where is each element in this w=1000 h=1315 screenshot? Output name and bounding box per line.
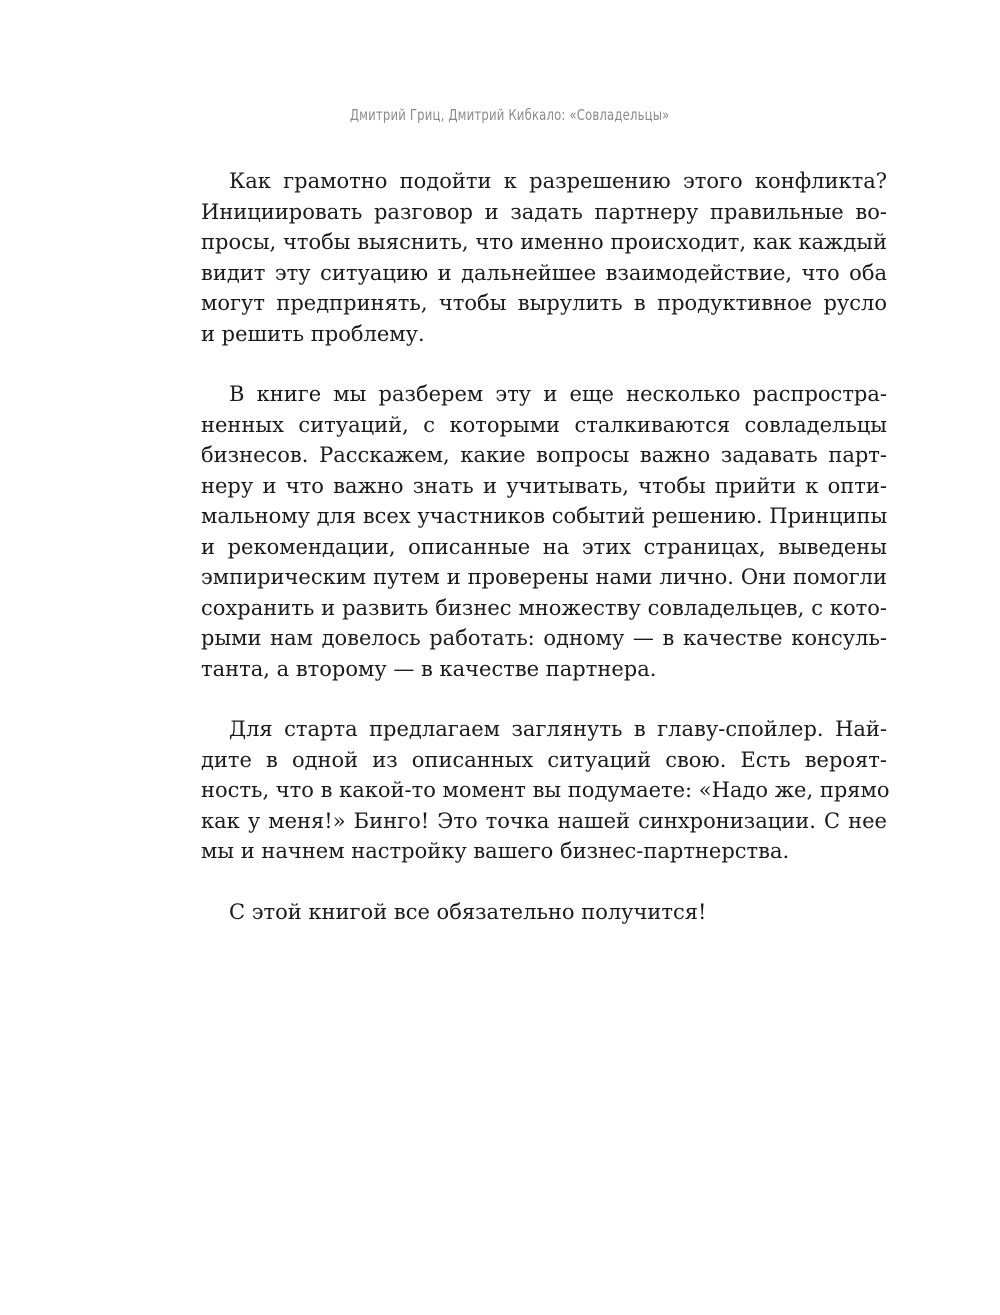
paragraph-3 xyxy=(201,714,890,867)
text-line: ненных ситуаций, с которыми сталкиваются совладельцы xyxy=(201,412,887,437)
body-text xyxy=(201,166,890,957)
text-line: видит эту ситуацию и дальнейшее взаимодействие, что оба xyxy=(201,260,887,285)
text-line: мы и начнем настройку вашего бизнес-партнерства. xyxy=(201,839,790,863)
text-line: просы, чтобы выяснить, что именно происходит, как каждый xyxy=(201,230,887,254)
paragraph-2 xyxy=(201,379,887,684)
running-header: Дмитрий Гриц, Дмитрий Кибкало: «Совладельцы» xyxy=(349,106,670,124)
text-line: мальному для всех участников событий решению. Принципы xyxy=(201,504,888,528)
text-line: танта, а второму — в качестве партнера. xyxy=(201,656,657,681)
text-line: эмпирическим путем и проверены нами лично. Они помогли xyxy=(201,565,887,589)
text-line: рыми нам довелось работать: одному — в качестве консуль- xyxy=(201,626,887,650)
text-line: Как грамотно подойти к разрешению этого конфликта? xyxy=(229,169,887,193)
text-line: и решить проблему. xyxy=(201,321,425,346)
text-line: бизнесов. Расскажем, какие вопросы важно задавать парт- xyxy=(201,443,887,467)
text-line: могут предпринять, чтобы вырулить в продуктивное русло xyxy=(201,291,887,315)
text-line: неру и что важно знать и учитывать, чтобы прийти к опти- xyxy=(201,473,887,498)
text-line: Для старта предлагаем заглянуть в главу-спойлер. Най- xyxy=(229,717,887,741)
text-line: сохранить и развить бизнес множеству совладельцев, с кото- xyxy=(201,595,887,620)
paragraph-4 xyxy=(201,897,887,928)
text-line: Инициировать разговор и задать партнеру правильные во- xyxy=(201,199,887,224)
text-line: дите в одной из описанных ситуаций свою. Есть вероят- xyxy=(201,747,887,772)
text-line: и рекомендации, описанные на этих страницах, выведены xyxy=(201,534,887,559)
text-line: С этой книгой все обязательно получится! xyxy=(229,899,707,924)
paragraph-1 xyxy=(201,166,887,349)
text-line: ность, что в какой-то момент вы подумаете: «Надо же, прямо xyxy=(201,778,890,802)
text-line: В книге мы разберем эту и еще несколько распростра- xyxy=(229,382,887,406)
text-line: как у меня!» Бинго! Это точка нашей синхронизации. С нее xyxy=(201,808,887,833)
